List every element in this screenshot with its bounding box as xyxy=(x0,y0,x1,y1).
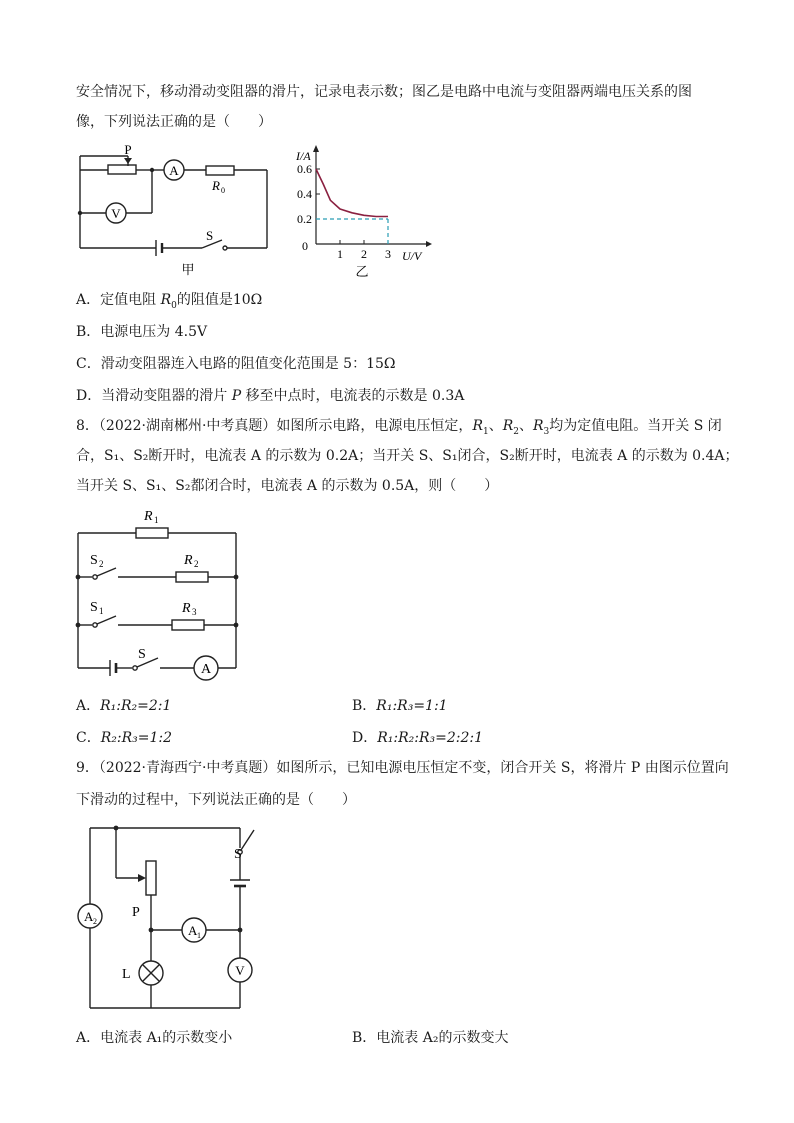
svg-text:A: A xyxy=(200,662,212,677)
q8-option-b[interactable]: B．R₁:R₃=1:1 xyxy=(352,698,448,714)
x-tick-label: 1 xyxy=(337,247,343,261)
figure-jia-circuit xyxy=(70,140,280,280)
q9-stem-line1: 9．（2022·青海西宁·中考真题）如图所示，已知电源电压恒定不变，闭合开关 S，将滑片 P 由图示位置向 xyxy=(76,760,729,776)
svg-text:S: S xyxy=(234,847,242,862)
q9-option-b[interactable]: B．电流表 A₂的示数变大 xyxy=(352,1030,509,1046)
x-tick-label: 3 xyxy=(385,247,391,261)
resistor-r1 xyxy=(136,528,168,538)
svg-text:A: A xyxy=(188,923,198,938)
q8-option-c[interactable]: C．R₂:R₃=1:2 xyxy=(76,730,173,746)
q8-stem-line3: 当开关 S、S₁、S₂都闭合时，电流表 A 的示数为 0.5A，则（ ） xyxy=(76,478,499,494)
label-r0-sub: 0 xyxy=(221,186,225,195)
x-tick-label: 2 xyxy=(361,247,367,261)
q7-option-b[interactable]: B．电源电压为 4.5V xyxy=(76,324,208,340)
q9-circuit xyxy=(70,818,270,1018)
figure-yi-chart xyxy=(288,140,438,280)
svg-text:2: 2 xyxy=(99,559,104,569)
label-voltmeter: V xyxy=(111,206,121,221)
y-tick-label: 0.4 xyxy=(297,187,312,201)
y-axis-label: I/A xyxy=(296,149,311,163)
q8-stem-line2: 合，S₁、S₂断开时，电流表 A 的示数为 0.2A；当开关 S、S₁闭合，S₂断开时，电流表 A 的示数为 0.4A； xyxy=(76,448,739,464)
q7-stem-line2: 像，下列说法正确的是（ ） xyxy=(76,114,272,130)
q8-stem-line1: 8．（2022·湖南郴州·中考真题）如图所示电路，电源电压恒定，$R_1$、$R_2$、$R_3$均为定值电阻。当开关 S 闭 xyxy=(76,418,722,437)
rheostat-box xyxy=(146,861,156,895)
q7-stem-line1: 安全情况下，移动滑动变阻器的滑片，记录电表示数；图乙是电路中电流与变阻器两端电压关系的图 xyxy=(76,84,692,100)
resistor-r3 xyxy=(172,620,204,630)
option-letter: A． xyxy=(76,292,101,308)
y-tick-label: 0.2 xyxy=(297,212,312,226)
q7-option-a[interactable]: A．定值电阻 $R_0$的阻值是10Ω xyxy=(76,292,263,311)
q7-option-c[interactable]: C．滑动变阻器连入电路的阻值变化范围是 5：15Ω xyxy=(76,356,396,372)
q7-option-d[interactable]: D．当滑动变阻器的滑片 P 移至中点时，电流表的示数是 0.3A xyxy=(76,388,465,404)
svg-text:S: S xyxy=(138,647,146,662)
q8-option-d[interactable]: D．R₁:R₂:R₃=2:2:1 xyxy=(352,730,484,746)
q8-option-a[interactable]: A．R₁:R₂=2:1 xyxy=(76,698,172,714)
svg-text:3: 3 xyxy=(192,607,197,617)
svg-text:L: L xyxy=(122,967,131,982)
svg-text:1: 1 xyxy=(99,606,104,616)
svg-text:1: 1 xyxy=(154,515,159,525)
origin-label: 0 xyxy=(302,239,308,253)
svg-text:R: R xyxy=(182,601,191,616)
x-axis-label: U/V xyxy=(402,249,422,263)
resistor-r0 xyxy=(206,166,234,175)
svg-text:A: A xyxy=(84,909,94,924)
figure-jia-caption: 甲 xyxy=(181,262,195,277)
rheostat-box xyxy=(108,165,136,174)
svg-text:V: V xyxy=(235,963,245,978)
svg-text:2: 2 xyxy=(194,559,199,569)
label-p: P xyxy=(124,142,132,157)
resistor-r2 xyxy=(176,572,208,582)
svg-text:R: R xyxy=(144,509,153,524)
label-switch-s: S xyxy=(206,228,214,243)
q9-stem-line2: 下滑动的过程中，下列说法正确的是（ ） xyxy=(76,792,356,808)
label-r0: R xyxy=(212,178,220,193)
chart-axes xyxy=(313,145,432,247)
svg-text:S: S xyxy=(90,553,98,568)
svg-text:1: 1 xyxy=(197,931,201,940)
svg-text:2: 2 xyxy=(93,917,97,926)
svg-text:S: S xyxy=(90,600,98,615)
q9-option-a[interactable]: A．电流表 A₁的示数变小 xyxy=(76,1030,233,1046)
svg-text:R: R xyxy=(184,553,193,568)
figure-yi-caption: 乙 xyxy=(355,264,369,279)
svg-text:P: P xyxy=(132,905,140,920)
q8-circuit xyxy=(70,500,250,690)
label-ammeter: A xyxy=(169,163,179,178)
y-tick-label: 0.6 xyxy=(297,162,312,176)
series-line xyxy=(316,169,388,217)
